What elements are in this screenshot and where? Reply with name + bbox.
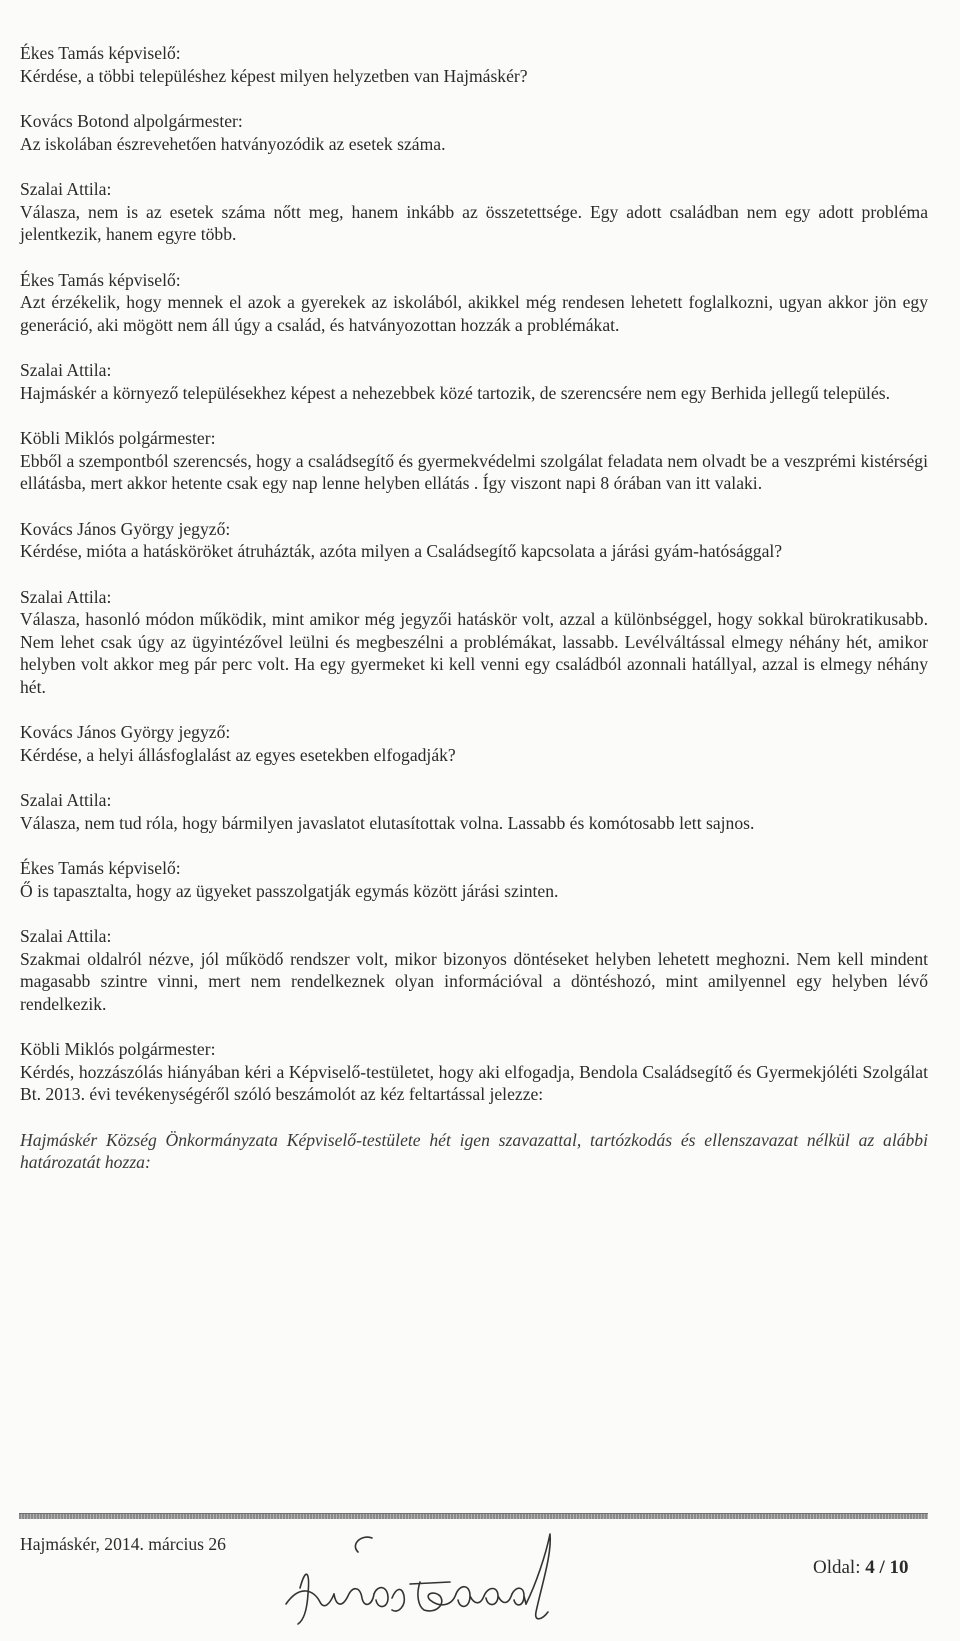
footer-divider [19, 1513, 928, 1519]
speaker-statement: Kérdése, a többi településhez képest milyen helyzetben van Hajmáskér? [20, 65, 528, 86]
speaker-name: Köbli Miklós polgármester: [20, 1039, 216, 1059]
page-indicator [813, 1557, 909, 1579]
speaker-name: Szalai Attila: [20, 926, 112, 946]
page-number: 4 / 10 [865, 1557, 909, 1578]
speaker-name: Szalai Attila: [20, 790, 112, 810]
speaker-statement: Válasza, hasonló módon működik, mint amikor még jegyzői hatáskör volt, azzal a különbséggel, hogy sokkal bürokratikusabb. Nem lehet csak úgy az ügyintézővel leülni és megbeszélni a problémákat, lassabb. Levélváltással elmegy néhány hét, amikor helyben volt akkor meg pár perc volt. Ha egy gyermeket ki kell venni egy családból azonnali hatállyal, azzal is elmegy néhány hét. [20, 609, 928, 697]
dialogue-entry [20, 110, 928, 155]
speaker-statement: Válasza, nem tud róla, hogy bármilyen javaslatot elutasítottak volna. Lassabb és komótosabb lett sajnos. [20, 812, 755, 833]
speaker-name: Szalai Attila: [20, 586, 112, 607]
speaker-name: Ékes Tamás képviselő: [20, 269, 181, 290]
dialogue-entry [20, 518, 928, 563]
speaker-statement: Ő is tapasztalta, hogy az ügyeket passzolgatják egymás között járási szinten. [20, 880, 559, 901]
speaker-statement: Ebből a szempontból szerencsés, hogy a családsegítő és gyermekvédelmi szolgálat feladata nem olvadt be a veszprémi kistérségi ellátásba, mert akkor hetente csak egy nap lenne helyben ellátás . Így viszont napi 8 órában van itt valaki. [20, 450, 928, 493]
speaker-name: Ékes Tamás képviselő: [20, 858, 181, 878]
dialogue-entry [20, 178, 928, 246]
dialogue-entry [20, 1038, 928, 1106]
dialogue-entry [20, 586, 928, 699]
speaker-name: Kovács Botond alpolgármester: [20, 111, 243, 131]
dialogue-entry [20, 857, 928, 902]
speaker-statement: Válasza, nem is az esetek száma nőtt meg, hanem inkább az összetettsége. Egy adott családban nem egy adott probléma jelentkezik, hanem egyre több. [20, 201, 928, 244]
dialogue-entry [20, 925, 928, 1015]
speaker-statement: Az iskolában észrevehetően hatványozódik az esetek száma. [20, 133, 446, 154]
speaker-name: Szalai Attila: [20, 179, 112, 199]
speaker-statement: Kérdés, hozzászólás hiányában kéri a Képviselő-testületet, hogy aki elfogadja, Bendola Családsegítő és Gyermekjóléti Szolgálat Bt. 2013. évi tevékenységéről szóló beszámolót az kéz feltartással jelezze: [20, 1061, 928, 1104]
dialogue-entry [20, 789, 928, 834]
speaker-statement: Hajmáskér a környező településekhez képest a nehezebbek közé tartozik, de szerencsére nem egy Berhida jellegű település. [20, 382, 890, 403]
resolution-statement: Hajmáskér Község Önkormányzata Képviselő-testülete hét igen szavazattal, tartózkodás és ellenszavazat nélkül az alábbi határozatát hozza: [20, 1129, 928, 1172]
speaker-name: Ékes Tamás képviselő: [20, 43, 181, 63]
speaker-name: Szalai Attila: [20, 360, 112, 380]
speaker-statement: Azt érzékelik, hogy mennek el azok a gyerekek az iskolából, akikkel még rendesen lehetett foglalkozni, ugyan akkor jön egy generáció, aki mögött nem áll úgy a család, és hatványozottan hozzák a problémákat. [20, 292, 928, 335]
speaker-name: Kovács János György jegyző: [20, 518, 231, 539]
dialogue-list [20, 42, 928, 1106]
signature [280, 1524, 580, 1629]
speaker-statement: Szakmai oldalról nézve, jól működő rendszer volt, mikor bizonyos döntéseket helyben lehetett meghozni. Nem kell mindent magasabb szintre vinni, mert nem rendelkeznek olyan információval a döntéshozó, mint amilyennel egy helyben lévő rendelkezik. [20, 948, 928, 1014]
speaker-statement: Kérdése, mióta a hatásköröket átruházták, azóta milyen a Családsegítő kapcsolata a járási gyám-hatósággal? [20, 541, 783, 561]
dialogue-entry [20, 427, 928, 495]
speaker-name: Kovács János György jegyző: [20, 722, 231, 742]
dialogue-entry [20, 721, 928, 766]
speaker-statement: Kérdése, a helyi állásfoglalást az egyes esetekben elfogadják? [20, 744, 456, 765]
dialogue-entry [20, 269, 928, 337]
dialogue-entry [20, 42, 928, 87]
page-indicator-label: Oldal: [813, 1557, 866, 1578]
footer-date: Hajmáskér, 2014. március 26 [20, 1534, 226, 1554]
dialogue-entry [20, 359, 928, 404]
document-body [20, 42, 928, 1174]
speaker-name: Köbli Miklós polgármester: [20, 428, 216, 448]
